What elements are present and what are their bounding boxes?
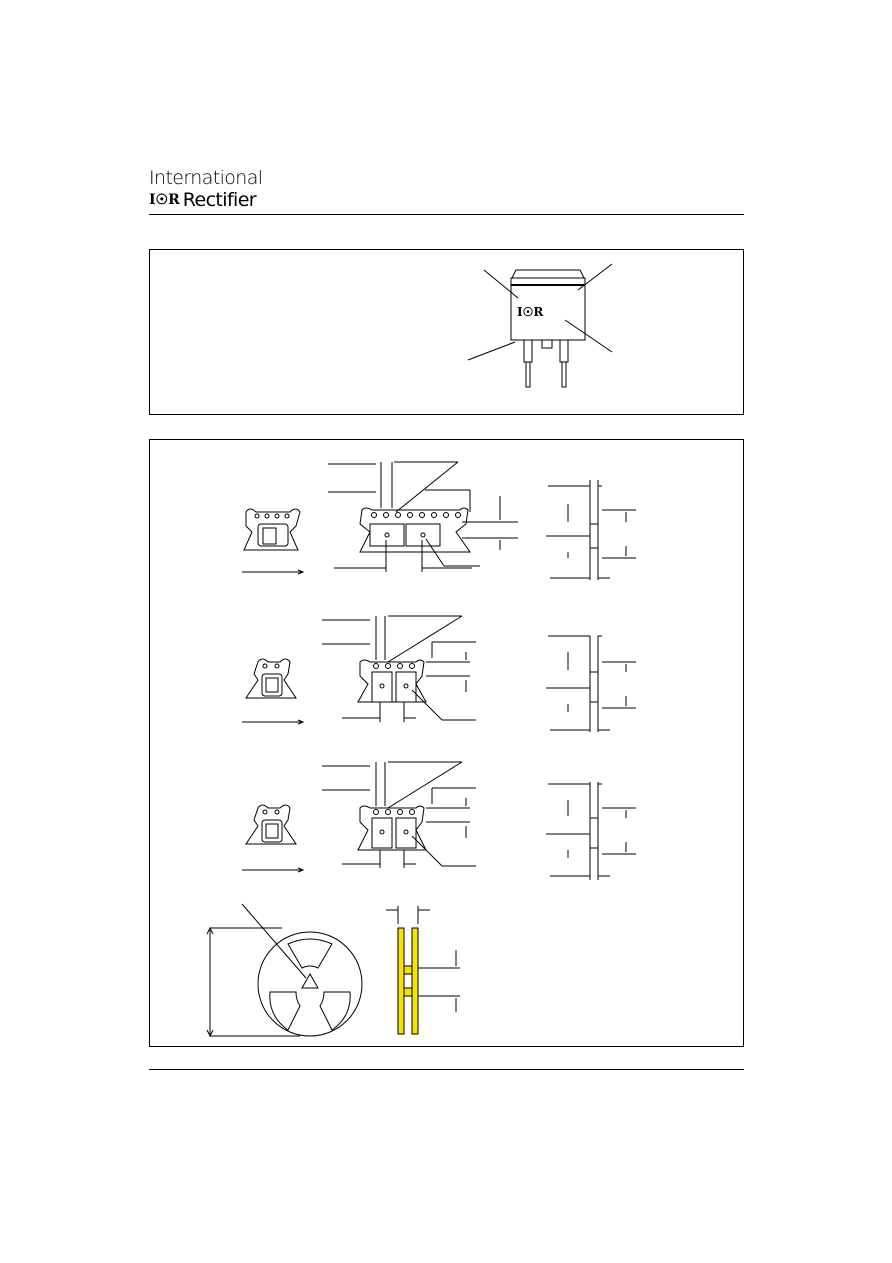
company-name-rectifier: Rectifier	[182, 189, 257, 211]
footer-rule	[149, 1069, 744, 1070]
tape-and-reel-panel	[149, 439, 744, 1047]
tape-end-view-2	[242, 659, 303, 724]
company-name-line2	[149, 189, 259, 211]
reel-front-view	[207, 904, 362, 1036]
tape-end-view-1	[242, 509, 303, 574]
tape-side-view-2	[546, 636, 636, 732]
tape-top-view-3	[322, 762, 476, 868]
tape-end-view-3	[242, 805, 303, 872]
tape-and-reel-drawing	[150, 440, 745, 1048]
company-logo	[149, 167, 263, 211]
package-logo-text: I☉R	[517, 305, 544, 319]
part-marking-panel	[149, 249, 744, 415]
tape-side-view-1	[546, 480, 636, 580]
header-rule	[149, 214, 744, 215]
ir-logo-mark: I☉R	[149, 192, 180, 208]
lead-left	[524, 340, 532, 362]
package-tab	[512, 270, 584, 278]
reel-side-view	[386, 906, 460, 1034]
tape-side-view-3	[546, 782, 636, 880]
reel-tape-highlight	[398, 928, 418, 1034]
tape-top-view-2	[322, 616, 476, 722]
tape-top-view-1	[328, 462, 518, 572]
company-name-line1: International	[149, 167, 263, 189]
part-marking-drawing	[150, 250, 745, 416]
lead-right	[560, 340, 568, 362]
